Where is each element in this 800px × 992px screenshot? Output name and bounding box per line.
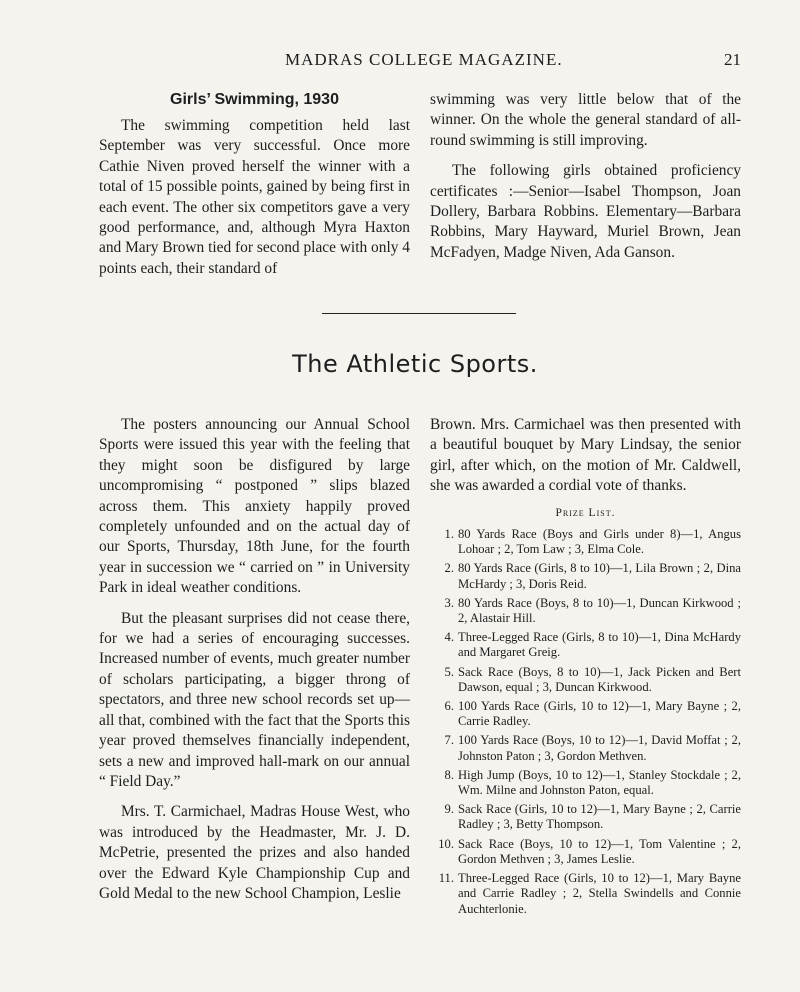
prize-text: Three-Legged Race (Girls, 8 to 10)—1, Dina McHardy and Margaret Greig. [458,630,741,660]
certificates-paragraph: The following girls obtained proficiency certificates :—Senior—Isabel Thompson, Joan Dollery, Barbara Robbins. Elementary—Barbara Robbins, Mary Hayward, Muriel Brown, Jean McFadyen, Madge Niven, Ada Ganson. [430,162,741,261]
prize-text: Sack Race (Boys, 10 to 12)—1, Tom Valentine ; 2, Gordon Methven ; 3, James Leslie. [458,836,741,866]
running-title: MADRAS COLLEGE MAGAZINE. [285,50,563,69]
athletic-sports-title: The Athletic Sports. [292,350,538,378]
swimming-paragraph: The swimming competition held last September was very successful. Once more Cathie Niven proved herself the winner with a total of 15 possible points, gained by being first in each event. The other six competitors gave a very good performance, and, although Myra Haxton and Mary Brown tied for second place with only 4 points each, their standard of [99,117,410,277]
prize-list-heading: Prize List. [555,506,616,519]
swimming-paragraph-continued: swimming was very little below that of the winner. On the whole the general standard of all-round swimming is still improving. [430,91,741,149]
athletics-paragraph-continued: Brown. Mrs. Carmichael was then presented with a beautiful bouquet by Mary Lindsay, the senior girl, after which, on the motion of Mr. Caldwell, she was awarded a cordial vote of thanks. [430,416,741,495]
prize-entry [430,768,741,798]
prize-entry [430,871,741,917]
prize-number: 3. [444,595,454,610]
section-divider [322,313,516,314]
prize-entry [430,527,741,557]
prize-number: 2. [444,561,454,576]
athletics-paragraph-2: But the pleasant surprises did not cease there, for we had a series of encouraging successes. Increased number of events, much greater number of scholars participating, a bigger throng of spectators, and three new school records set up—all that, combined with the fact that the Sports this year proved themselves financially independent, sets a new and improved hall-mark on our annual “ Field Day.” [99,609,410,790]
prize-number: 8. [444,767,454,782]
prize-number: 10. [438,836,454,851]
prize-entry [430,630,741,660]
prize-entry [430,837,741,867]
prize-entry [430,665,741,695]
prize-number: 5. [444,664,454,679]
prize-number: 1. [444,527,454,542]
prize-text: Three-Legged Race (Girls, 10 to 12)—1, Mary Bayne and Carrie Radley ; 2, Stella Swindells and Connie Auchterlonie. [458,871,741,916]
swimming-title: Girls’ Swimming, 1930 [170,91,339,108]
prize-text: High Jump (Boys, 10 to 12)—1, Stanley Stockdale ; 2, Wm. Milne and Johnston Paton, equal. [458,767,741,798]
prize-text: 80 Yards Race (Boys and Girls under 8)—1, Angus Lohoar ; 2, Tom Law ; 3, Elma Cole. [458,527,741,557]
prize-text: Sack Race (Boys, 8 to 10)—1, Jack Picken and Bert Dawson, equal ; 3, Duncan Kirkwood. [458,664,741,694]
prize-number: 6. [444,699,454,714]
athletics-paragraph-1: The posters announcing our Annual School Sports were issued this year with the feeling that they might soon be disfigured by large uncompromising “ postponed ” slips blazed across them. This anxiety happily proved completely unfounded and on the actual day of our Sports, Thursday, 18th June, for the fourth year in succession we “ carried on ” in University Park in ideal weather conditions. [99,416,410,597]
swimming-left-column [99,90,410,279]
prize-text: 80 Yards Race (Girls, 8 to 10)—1, Lila Brown ; 2, Dina McHardy ; 3, Doris Reid. [458,561,741,591]
athletics-left-column [99,415,410,904]
prize-number: 7. [444,733,454,748]
prize-entry [430,596,741,626]
athletics-right-column [430,415,741,921]
prize-entry [430,802,741,832]
prize-text: 100 Yards Race (Girls, 10 to 12)—1, Mary Bayne ; 2, Carrie Radley. [458,699,741,729]
prize-number: 9. [444,802,454,817]
page-number: 21 [724,50,741,69]
prize-number: 4. [444,630,454,645]
prize-text: 80 Yards Race (Boys, 8 to 10)—1, Duncan Kirkwood ; 2, Alastair Hill. [458,595,741,626]
prize-text: Sack Race (Girls, 10 to 12)—1, Mary Bayne ; 2, Carrie Radley ; 3, Betty Thompson. [458,802,741,832]
prize-entry [430,699,741,729]
prize-text: 100 Yards Race (Boys, 10 to 12)—1, David Moffat ; 2, Johnston Paton ; 3, Gordon Methven. [458,733,741,763]
swimming-right-column [430,90,741,263]
athletics-paragraph-3: Mrs. T. Carmichael, Madras House West, who was introduced by the Headmaster, Mr. J. D. McPetrie, presented the prizes and also handed over the Edward Kyle Championship Cup and Gold Medal to the new School Champion, Leslie [99,803,410,902]
prize-entry [430,733,741,763]
prize-entry [430,561,741,591]
prize-number: 11. [438,871,454,886]
prize-list [430,527,741,917]
